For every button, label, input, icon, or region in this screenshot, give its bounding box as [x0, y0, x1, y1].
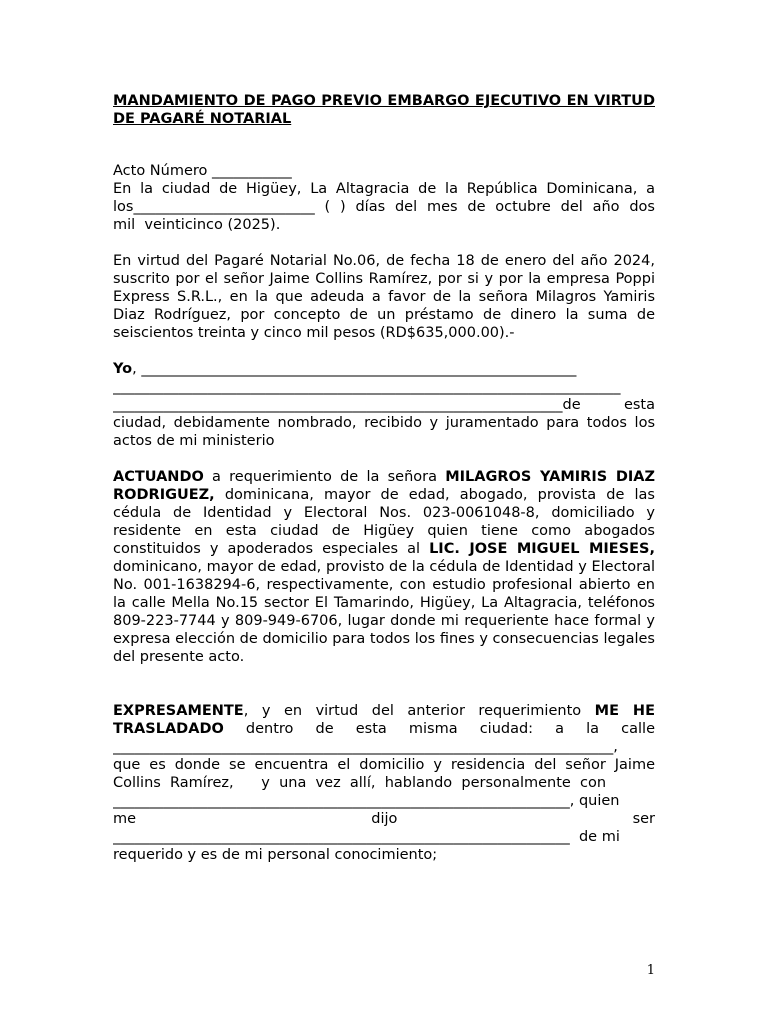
opening-line-3: mil veinticinco (2025). — [113, 217, 281, 233]
document-body — [113, 92, 655, 882]
expresamente-text-2: dentro de esta misma ciudad: a la calle — [223, 721, 655, 737]
expresamente-line-9: requerido y es de mi personal conocimiento; — [113, 847, 438, 863]
calle-blank: _____________________________________________________________________, — [113, 739, 618, 755]
de-mi-blank-line: _______________________________________________________________ de mi — [113, 829, 620, 845]
opening-line-2: los_________________________ ( ) días del mes de octubre del año dos — [113, 199, 655, 215]
actuando-paragraph — [113, 468, 655, 666]
actuando-text-3: dominicano, mayor de edad, provisto de la cédula de Identidad y Electoral No. 001-1638294-6, respectivamente, con estudio profesional abierto en la calle Mella No.15 sector El Tamarindo, Higüey, La Altagracia, teléfonos 809-223-7744 y 809-949-6706, lugar donde mi requeriente hace formal y expresa elección de domicilio para todos los fines y consecuencias legales del presente acto. — [113, 559, 655, 665]
pagare-paragraph: En virtud del Pagaré Notarial No.06, de fecha 18 de enero del año 2024, suscrito por el señor Jaime Collins Ramírez, por si y por la empresa Poppi Express S.R.L., en la que adeuda a favor de la señora Milagros Yamiris Diaz Rodríguez, por concepto de un préstamo de dinero la suma de seiscientos treinta y cinco mil pesos (RD$635,000.00).- — [113, 253, 655, 341]
actuando-text-1: a requerimiento de la señora — [203, 469, 446, 485]
word-me: me — [113, 811, 137, 827]
expresamente-line-5: Collins Ramírez, y una vez allí, hablando personalmente con — [113, 775, 607, 791]
expresamente-label: EXPRESAMENTE — [113, 703, 244, 719]
requeriente-name: MILAGROS YAMIRIS DIAZ RODRIGUEZ, — [113, 469, 655, 503]
me-dijo-ser-line — [113, 810, 655, 828]
opening-line-1: En la ciudad de Higüey, La Altagracia de la República Dominicana, a — [113, 181, 655, 197]
yo-blank-1: , ____________________________________________________________ — [132, 361, 577, 377]
expresamente-lines-1-2 — [113, 702, 655, 738]
actuando-label: ACTUANDO — [113, 469, 204, 485]
quien-blank-line: _______________________________________________________________, quien — [113, 793, 620, 809]
yo-label: Yo — [113, 361, 133, 377]
expresamente-text-1: , y en virtud del anterior requerimiento — [243, 703, 595, 719]
expresamente-line-4: que es donde se encuentra el domicilio y residencia del señor Jaime — [113, 757, 655, 773]
expresamente-paragraph — [113, 702, 655, 864]
yo-line-3-end: de esta — [562, 397, 655, 413]
yo-line-1 — [113, 360, 655, 378]
document-title: MANDAMIENTO DE PAGO PREVIO EMBARGO EJECUTIVO EN VIRTUD DE PAGARÉ NOTARIAL — [113, 93, 655, 127]
yo-line-5: actos de mi ministerio — [113, 433, 275, 449]
word-dijo: dijo — [371, 811, 398, 827]
yo-line-3 — [113, 396, 655, 414]
yo-paragraph — [113, 360, 655, 450]
yo-blank-3: ______________________________________________________________ — [113, 397, 563, 413]
page-number: 1 — [646, 963, 655, 978]
acto-number-line: Acto Número ___________ — [113, 163, 292, 179]
actuando-text-2: dominicana, mayor de edad, abogado, provista de las cédula de Identidad y Electoral Nos. 023-0061048-8, domiciliado y residente en esta ciudad de Higüey quien tiene como abogados constituidos y apoderados especiales al — [113, 487, 655, 557]
word-ser: ser — [632, 811, 655, 827]
yo-blank-2: ______________________________________________________________________ — [113, 379, 621, 395]
opening-paragraph — [113, 162, 655, 234]
yo-line-4: ciudad, debidamente nombrado, recibido y juramentado para todos los — [113, 415, 655, 431]
trasladado-label: ME HE TRASLADADO — [113, 703, 655, 737]
abogado-name: LIC. JOSE MIGUEL MIESES, — [429, 541, 656, 557]
